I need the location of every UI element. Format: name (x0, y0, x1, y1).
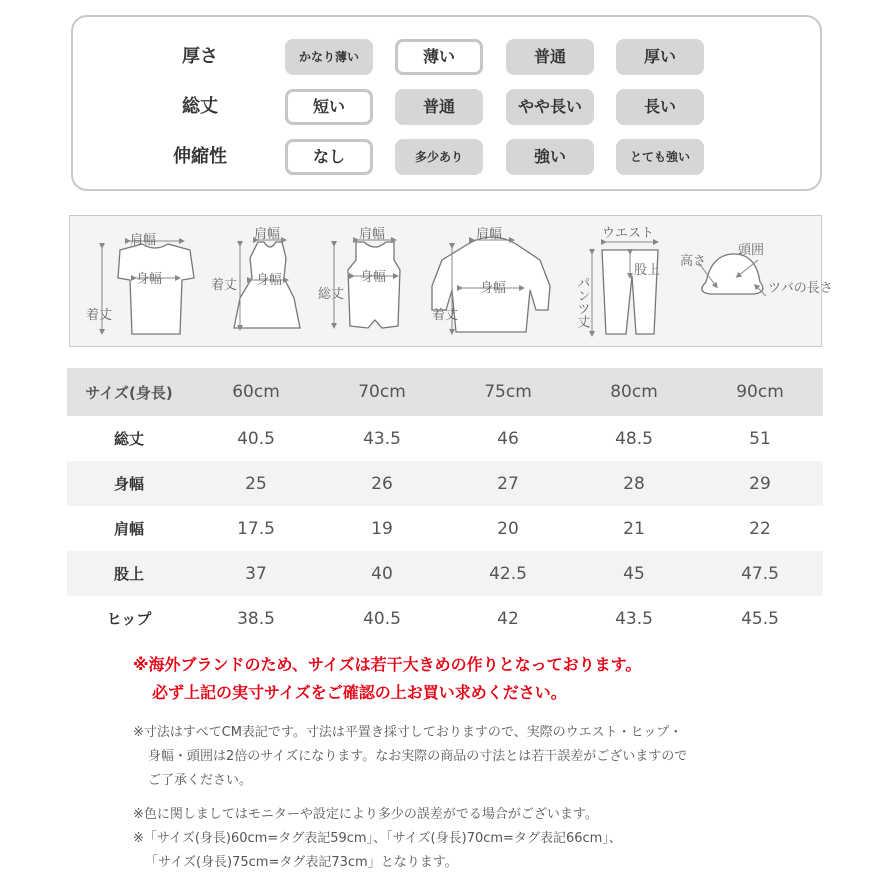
table-cell: 42.5 (489, 563, 527, 584)
table-cell: 40 (371, 563, 393, 584)
table-cell: 45 (623, 563, 645, 584)
table-cell: 28 (623, 473, 645, 494)
table-cell: 51 (749, 428, 771, 449)
romper-icon (348, 242, 400, 328)
jacket-body-label: 身幅 (480, 281, 507, 296)
attribute-label: 総丈 (182, 96, 218, 117)
table-cell: 48.5 (615, 428, 653, 449)
attribute-row-stretch (73, 139, 820, 175)
fabric-attributes-panel (71, 15, 822, 191)
hat-icon (702, 254, 763, 294)
table-row-body-width (67, 461, 823, 506)
table-cell: 43.5 (363, 428, 401, 449)
romper-length-label: 総丈 (318, 287, 345, 302)
length-option-somewhat-long: やや長い (506, 89, 594, 125)
dress-shoulder-label: 肩幅 (254, 227, 281, 242)
note-color: ※色に関しましてはモニターや設定により多少の誤差がでる場合がございます。 (133, 807, 598, 822)
tshirt-body-label: 身幅 (136, 272, 163, 287)
note-measurement-3: ご了承ください。 (148, 773, 253, 788)
stretch-option-strong: 強い (506, 139, 594, 175)
measurement-diagram (69, 215, 833, 347)
size-column-70: 70cm (358, 382, 406, 402)
table-row-total-length (67, 416, 823, 461)
row-label: ヒップ (106, 610, 152, 628)
table-cell: 43.5 (615, 608, 653, 629)
pants-length-label: パンツ丈 (574, 276, 590, 328)
tshirt-icon (118, 244, 194, 334)
stretch-option-none-selected: なし (285, 139, 373, 175)
hat-height-label: 高さ (680, 254, 707, 269)
row-label: 総丈 (113, 430, 144, 448)
size-table (67, 368, 823, 641)
romper-body-label: 身幅 (360, 270, 387, 285)
row-label: 股上 (113, 565, 144, 583)
table-cell: 40.5 (363, 608, 401, 629)
row-label: 肩幅 (113, 520, 144, 538)
note-measurement-2: 身幅・頭囲は2倍のサイズになります。なお実際の商品の寸法とは若干誤差がございますので (148, 749, 688, 764)
size-column-75: 75cm (484, 382, 532, 402)
romper-shoulder-label: 肩幅 (359, 227, 386, 242)
size-warning-line-1: ※海外ブランドのため、サイズは若干大きめの作りとなっております。 (133, 655, 642, 674)
table-cell: 47.5 (741, 563, 779, 584)
size-column-60: 60cm (232, 382, 280, 402)
table-cell: 37 (245, 563, 267, 584)
dress-body-label: 身幅 (256, 273, 283, 288)
table-cell: 17.5 (237, 518, 275, 539)
pants-rise-label: 股上 (634, 263, 661, 278)
stretch-option-some: 多少あり (395, 139, 483, 175)
size-header-label: サイズ(身長) (85, 383, 173, 402)
hat-brim-label: ツバの長さ (768, 281, 833, 296)
table-cell: 40.5 (237, 428, 275, 449)
table-cell: 26 (371, 473, 393, 494)
attribute-label: 伸縮性 (173, 146, 227, 167)
jacket-shoulder-label: 肩幅 (476, 227, 503, 242)
table-row-rise (67, 551, 823, 596)
table-cell: 25 (245, 473, 267, 494)
thickness-option-very-thin: かなり薄い (285, 39, 373, 75)
table-row-shoulder-width (67, 506, 823, 551)
attribute-row-thickness (73, 39, 820, 75)
thickness-option-thin-selected: 薄い (395, 39, 483, 75)
thickness-option-normal: 普通 (506, 39, 594, 75)
attribute-row-length (73, 89, 820, 125)
length-option-short-selected: 短い (285, 89, 373, 125)
note-tag-size-2: 「サイズ(身長)75cm=タグ表記73cm」となります。 (145, 855, 458, 870)
note-measurement-1: ※寸法はすべてCM表記です。寸法は平置き採寸しておりますので、実際のウエスト・ヒップ・ (133, 725, 683, 740)
size-warning-line-2: 必ず上記の実寸サイズをご確認の上お買い求めください。 (152, 683, 567, 702)
table-cell: 46 (497, 428, 519, 449)
size-table-header (67, 368, 823, 416)
attribute-label: 厚さ (182, 46, 218, 67)
table-cell: 38.5 (237, 608, 275, 629)
table-cell: 29 (749, 473, 771, 494)
row-label: 身幅 (113, 475, 144, 493)
table-cell: 20 (497, 518, 519, 539)
table-cell: 42 (497, 608, 519, 629)
size-column-90: 90cm (736, 382, 784, 402)
table-row-hip (67, 596, 823, 641)
hat-head-label: 頭囲 (738, 243, 765, 258)
stretch-option-very-strong: とても強い (616, 139, 704, 175)
table-cell: 21 (623, 518, 645, 539)
thickness-option-thick: 厚い (616, 39, 704, 75)
tshirt-length-label: 着丈 (86, 308, 113, 323)
length-option-long: 長い (616, 89, 704, 125)
length-option-normal: 普通 (395, 89, 483, 125)
note-tag-size-1: ※「サイズ(身長)60cm=タグ表記59cm」、「サイズ(身長)70cm=タグ表記66cm」、 (133, 831, 622, 846)
jacket-length-label: 着丈 (432, 308, 459, 323)
size-column-80: 80cm (610, 382, 658, 402)
tshirt-shoulder-label: 肩幅 (130, 233, 157, 248)
table-cell: 27 (497, 473, 519, 494)
table-cell: 22 (749, 518, 771, 539)
pants-waist-label: ウエスト (602, 226, 655, 241)
dress-length-label: 着丈 (211, 278, 238, 293)
table-cell: 45.5 (741, 608, 779, 629)
table-cell: 19 (371, 518, 393, 539)
